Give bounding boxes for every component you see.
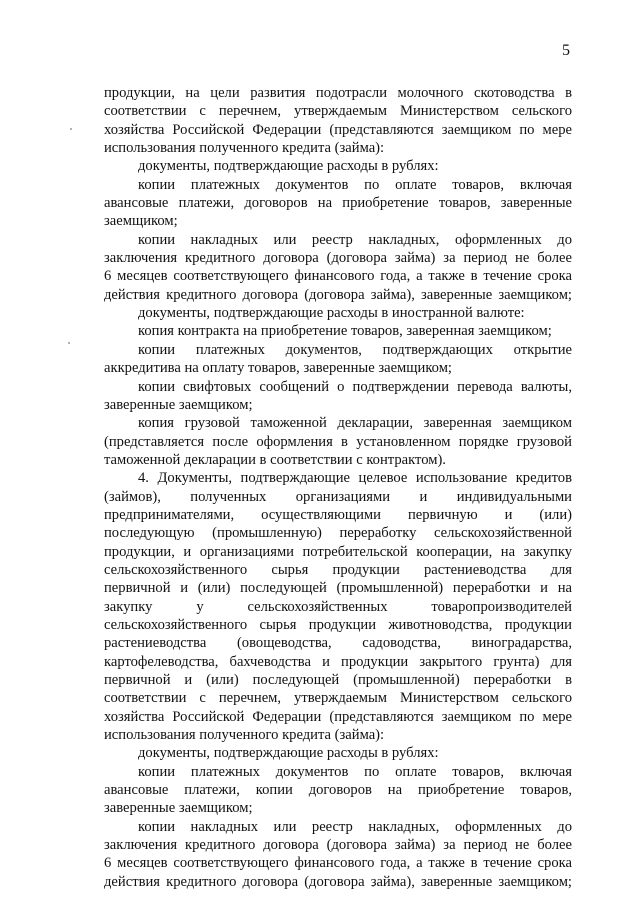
- text-line: 4. Документы, подтверждающие целевое использование кредитов: [138, 470, 572, 487]
- text-line: сельскохозяйственного сырья продукции растениеводства для: [104, 561, 572, 578]
- text-line: копии платежных документов, подтверждающих открытие: [138, 341, 572, 358]
- text-line: закупку у сельскохозяйственных товаропроизводителей: [104, 598, 572, 615]
- text-line: картофелеводства, бахчеводства и продукции закрытого грунта) для: [104, 653, 572, 670]
- text-line: документы, подтверждающие расходы в иностранной валюте:: [138, 305, 525, 322]
- text-line: хозяйства Российской Федерации (представляются заемщиком по мере: [104, 708, 572, 725]
- text-line: использования полученного кредита (займа):: [104, 727, 385, 744]
- text-line: аккредитива на оплату товаров, заверенные заемщиком;: [104, 360, 452, 377]
- text-line: копия грузовой таможенной декларации, заверенная заемщиком: [138, 415, 572, 432]
- text-line: заключения кредитного договора (договора займа) за период не более: [104, 250, 572, 267]
- text-line: первичной и (или) последующей (промышленной) переработки в: [104, 672, 572, 688]
- text-line: 6 месяцев соответствующего финансового года, а также в течение срока: [104, 855, 572, 872]
- text-line: действия кредитного договора (договора займа), заверенные заемщиком;: [104, 286, 572, 303]
- scan-speck: [70, 128, 72, 130]
- document-body: [104, 84, 572, 891]
- text-line: заверенные заемщиком;: [104, 396, 253, 413]
- text-line: первичной и (или) последующей (промышленной) переработки и на: [104, 580, 572, 597]
- text-line: таможенной декларации в соответствии с контрактом).: [104, 451, 446, 468]
- text-line: авансовые платежи, копии договоров на приобретение товаров,: [104, 782, 572, 799]
- text-line: (представляется после оформления в установленном порядке грузовой: [104, 433, 572, 450]
- text-line: заемщиком;: [104, 213, 178, 230]
- text-line: заключения кредитного договора (договора займа) за период не более: [104, 837, 572, 854]
- text-line: документы, подтверждающие расходы в рублях:: [138, 745, 439, 762]
- page-number: 5: [562, 42, 570, 59]
- text-line: копии платежных документов по оплате товаров, включая: [138, 763, 572, 780]
- text-line: продукции, на цели развития подотрасли молочного скотоводства в: [104, 85, 572, 101]
- text-line: последующую (промышленную) переработку сельскохозяйственной: [104, 525, 572, 542]
- text-line: сельскохозяйственного сырья продукции животноводства, продукции: [104, 616, 572, 633]
- text-line: использования полученного кредита (займа):: [104, 140, 385, 157]
- text-line: продукции, и организациями потребительской кооперации, на закупку: [104, 543, 572, 560]
- text-line: растениеводства (овощеводства, садоводства, виноградарства,: [104, 635, 572, 652]
- text-line: действия кредитного договора (договора займа), заверенные заемщиком;: [104, 873, 572, 890]
- scan-speck: [68, 342, 70, 344]
- text-line: соответствии с перечнем, утверждаемым Министерством сельского: [104, 690, 572, 707]
- text-line: авансовые платежи, договоров на приобретение товаров, заверенные: [104, 195, 572, 212]
- text-line: соответствии с перечнем, утверждаемым Министерством сельского: [104, 103, 572, 120]
- text-line: заверенные заемщиком;: [104, 800, 253, 817]
- text-line: (займов), полученных организациями и индивидуальными: [104, 488, 572, 505]
- text-line: копии свифтовых сообщений о подтверждении перевода валюты,: [138, 378, 572, 395]
- text-line: копии накладных или реестр накладных, оформленных до: [138, 818, 572, 835]
- text-line: предпринимателями, осуществляющими первичную и (или): [104, 506, 572, 523]
- text-line: хозяйства Российской Федерации (представляются заемщиком по мере: [104, 121, 572, 138]
- text-line: 6 месяцев соответствующего финансового года, а также в течение срока: [104, 268, 572, 285]
- text-line: документы, подтверждающие расходы в рублях:: [138, 158, 439, 175]
- text-line: копия контракта на приобретение товаров, заверенная заемщиком;: [138, 323, 552, 340]
- text-line: копии накладных или реестр накладных, оформленных до: [138, 231, 572, 248]
- text-line: копии платежных документов по оплате товаров, включая: [138, 176, 572, 193]
